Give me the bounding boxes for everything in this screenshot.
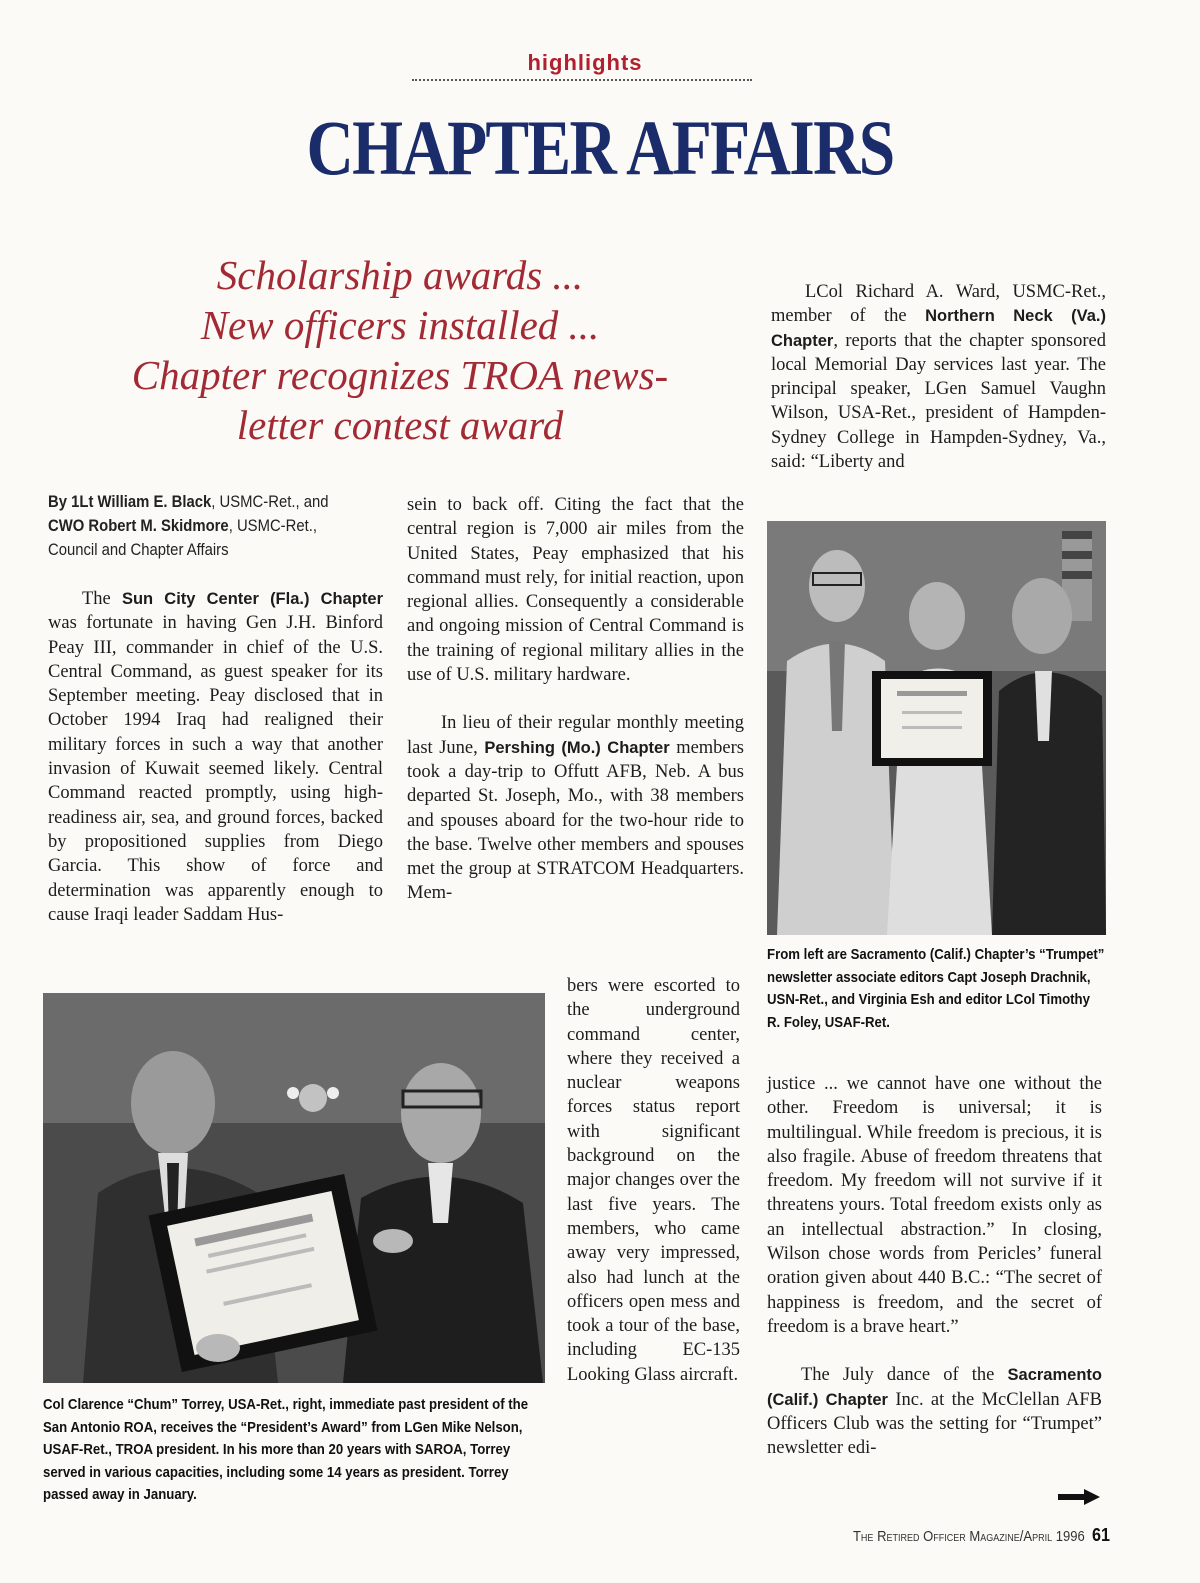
photo-caption-torrey: Col Clarence “Chum” Torrey, USA-Ret., right, immediate past president of the San Antonio ROA, receives the “President’s Award” from LGen Mike Nelson, USAF-Ret., TROA president. In his more than 20 years with SAROA, Torrey served in various capacities, including some 14 years as president. Torrey passed away in January. [43, 1396, 529, 1503]
byline-author-1-suffix: , USMC-Ret., and [211, 493, 329, 511]
kicker-dotted-rule [412, 79, 752, 81]
article-column-2 [407, 493, 744, 906]
text-run: , reports that the chapter sponsored local Memorial Day services last year. The principal speaker, LGen Samuel Vaughn Wilson, USA-Ret., president of Hampden-Sydney College in Hampden-Sydney, Va., said: “Liberty and [771, 330, 1106, 473]
continued-arrow-icon [1058, 1489, 1100, 1505]
article-column-2-continued [567, 974, 740, 1387]
article-column-3-continued [767, 1072, 1102, 1460]
byline [48, 490, 390, 562]
text-run: Inc. at the McClellan AFB Officers Club was the setting for “Trumpet” newsletter edi- [767, 1389, 1102, 1459]
section-kicker: highlights [527, 50, 643, 75]
article-paragraph: justice ... we cannot have one without the other. Freedom is universal; it is multilingual. While freedom is precious, it is also fragile. Abuse of freedom threatens that freedom. My freedom will not survive if it threatens yours. Total freedom exists only as an intellectual abstraction.” In closing, Wilson chose words from Pericles’ funeral oration given about 440 B.C.: “The secret of happiness is freedom, and the secret of freedom is a brave heart.” [767, 1074, 1102, 1337]
text-run: The July dance of the [801, 1365, 1008, 1386]
text-run: In lieu of their regular monthly meeting last June, [407, 713, 744, 758]
article-paragraph [407, 711, 744, 905]
page-number: 61 [1091, 1525, 1110, 1545]
photo-caption-sacramento: From left are Sacramento (Calif.) Chapter’s “Trumpet” newsletter associate editors Capt Joseph Drachnik, USN-Ret., and Virginia Esh and editor LCol Timothy R. Foley, USAF-Ret. [767, 946, 1105, 1031]
photo-sacramento-editors [767, 521, 1106, 935]
article-paragraph: sein to back off. Citing the fact that the central region is 7,000 air miles from the United States, Peay emphasized that his command must rely, for initial reaction, upon regional allies. Consequently a considerable and ongoing mission of Central Command is the training of regional military allies in the use of U.S. military hardware. [407, 495, 744, 686]
chapter-name: Sacramento (Calif.) Chapter [767, 1366, 1102, 1409]
byline-author-2-suffix: , USMC-Ret., [228, 517, 317, 535]
chapter-name: Northern Neck (Va.) Chapter [771, 307, 1106, 350]
photo-torrey-illustration [43, 993, 545, 1383]
text-run: members took a day-trip to Offutt AFB, Neb. A bus departed St. Joseph, Mo., with 38 members and spouses aboard for the two-hour ride to the base. Twelve other members and spouses met the group at STRATCOM Headquarters. Mem- [407, 737, 745, 904]
article-paragraph: bers were escorted to the underground command center, where they received a nuclear weapons forces status report with significant background on the major changes over the last five years. The members, who came away very impressed, also had lunch at the officers open mess and took a tour of the base, including EC-135 Looking Glass aircraft. [567, 976, 740, 1385]
page-footer [831, 1525, 1110, 1546]
byline-prefix: By [48, 493, 72, 511]
article-paragraph [767, 1363, 1102, 1460]
article-deck [40, 250, 760, 450]
text-run: was fortunate in having Gen J.H. Binford Peay III, commander in chief of the U.S. Central Command, as guest speaker for its September meeting. Peay disclosed that in October 1994 Iraq had realigned their military forces in such a way that another invasion of Kuwait seemed likely. Central Command reacted promptly, using high-readiness air, sea, and ground forces, backed by propositioned supplies from Diego Garcia. This show of force and determination was apparently enough to cause Iraqi leader Saddam Hus- [48, 613, 383, 925]
photo-torrey-award [43, 993, 545, 1383]
publication-name: The Retired Officer Magazine/April 1996 [852, 1529, 1085, 1545]
byline-department: Council and Chapter Affairs [48, 541, 229, 559]
deck-line: letter contest award [236, 402, 564, 448]
byline-author-1: 1Lt William E. Black [71, 493, 212, 511]
article-paragraph [771, 280, 1106, 474]
byline-author-2: CWO Robert M. Skidmore [48, 517, 229, 535]
article-column-3 [771, 280, 1106, 474]
article-paragraph [48, 587, 383, 927]
deck-line: New officers installed ... [200, 302, 600, 348]
text-run: The [82, 589, 122, 609]
article-column-1 [48, 587, 383, 927]
page-title: CHAPTER AFFAIRS [306, 104, 894, 191]
deck-line: Chapter recognizes TROA news- [131, 352, 669, 398]
chapter-name: Pershing (Mo.) Chapter [484, 738, 670, 757]
deck-line: Scholarship awards ... [216, 252, 584, 298]
text-run: LCol Richard A. Ward, USMC-Ret., member of the [771, 282, 1106, 327]
chapter-name: Sun City Center (Fla.) Chapter [121, 590, 383, 608]
photo-sacramento-illustration [767, 521, 1106, 935]
